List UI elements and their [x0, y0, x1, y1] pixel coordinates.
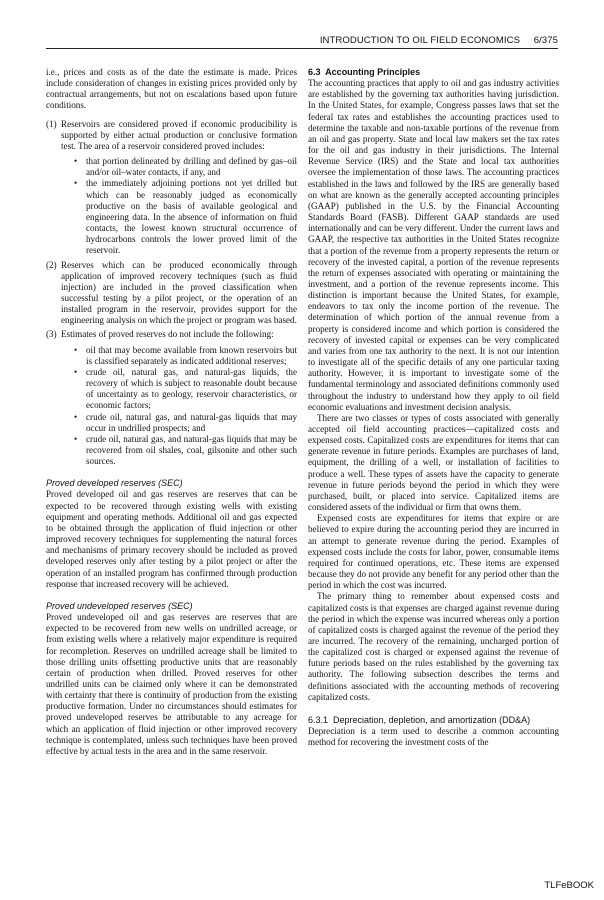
criteria-item-3	[46, 329, 297, 467]
header-rule	[46, 48, 558, 49]
bullet-icon: •	[74, 156, 78, 167]
item-text: Reservoirs are considered proved if economic producibility is supported by either actual production or conclusive formation test. The area of a reservoir considered proved includes:	[61, 118, 297, 151]
criteria-item-1	[46, 119, 297, 257]
accounting-paragraph-2: There are two classes or types of costs associated with generally accepted oil field accounting practices—capitalized costs and expensed costs. Capitalized costs are expenditures for items that can generate revenue in future periods. Examples are purchases of land, equipment, the drilling of a well, or installation of facilities to produce a well. These types of assets have the capacity to generate revenue in future periods beyond the period in which they were purchased, built, or placed into service. Capitalized items are considered assets of the individual or firm that owns them.	[308, 412, 559, 513]
bullet-list	[61, 156, 297, 256]
bullet-list	[61, 345, 297, 468]
bullet-icon: •	[74, 178, 78, 189]
bullet-icon: •	[74, 344, 78, 355]
bullet-item	[61, 412, 297, 434]
footer-watermark: TLFeBOOK	[544, 880, 594, 891]
right-column	[308, 67, 559, 748]
bullet-item	[61, 367, 297, 412]
bullet-text: crude oil, natural gas, and natural-gas liquids that may occur in undrilled prospects; and	[86, 411, 297, 433]
bullet-text: the immediately adjoining portions not yet drilled but which can be reasonably judged as economically productive on the basis of available geological and engineering data. In the absence of information on fluid contacts, the lowest known structural occurrence of hydrocarbons controls the lower proved limit of the reservoir.	[86, 178, 297, 256]
ddanda-paragraph: Depreciation is a term used to describe a common accounting method for recovering the investment costs of the	[308, 726, 559, 748]
header-title-and-page: INTRODUCTION TO OIL FIELD ECONOMICS 6/375	[319, 35, 558, 46]
undeveloped-reserves-paragraph: Proved undeveloped oil and gas reserves are reserves that are expected to be recovered from new wells on undrilled acreage, or from existing wells where a relatively major expenditure is required for recompletion. Reserves on undrilled acreage shall be limited to those drilling units offsetting productive units that are reasonably certain of production when drilled. Proved reserves for other undrilled units can be claimed only where it can be demonstrated with certainty that there is continuity of production from the existing productive formation. Under no circumstances should estimates for proved undeveloped reserves be attributable to any acreage for which an application of fluid injection or other improved recovery technique is contemplated, unless such techniques have been proved effective by actual tests in the area and in the same reservoir.	[46, 612, 297, 756]
bullet-item	[61, 434, 297, 467]
bullet-text: oil that may become available from known reservoirs but is classified separately as indicated additional reserves;	[86, 344, 297, 366]
bullet-icon: •	[74, 411, 78, 422]
bullet-text: crude oil, natural gas, and natural-gas liquids that may be recovered from oil shales, coal, gilsonite and other such sources.	[86, 433, 297, 467]
running-header	[46, 33, 558, 49]
developed-reserves-heading: Proved developed reserves (SEC)	[46, 478, 183, 489]
bullet-text: crude oil, natural gas, and natural-gas liquids, the recovery of which is subject to reasonable doubt because of uncertainty as to geology, reservoir characteristics, or economic factors;	[86, 366, 297, 411]
bullet-icon: •	[74, 366, 78, 377]
proved-reserves-criteria-list	[46, 119, 297, 468]
criteria-item-2	[46, 260, 297, 327]
intro-paragraph: i.e., prices and costs as of the date the estimate is made. Prices include consideration of changes in existing prices provided only by contractual arrangements, but not on escalations based upon future conditions.	[46, 67, 297, 111]
bullet-icon: •	[74, 433, 78, 444]
bullet-text: that portion delineated by drilling and defined by gas–oil and/or oil–water contacts, if any, and	[86, 156, 297, 178]
accounting-paragraph-3: Expensed costs are expenditures for items that expire or are believed to expire during the accounting period they are incurred in an attempt to generate revenue during the period. Examples of expensed costs include the costs for labor, power, consumable items required for continued operations, etc. These items are expensed because they do not provide any benefit for any period other than the period in which the cost was incurred.	[308, 513, 560, 591]
bullet-item	[61, 345, 297, 367]
bullet-item	[61, 156, 297, 178]
bullet-item	[61, 178, 297, 256]
item-text: Reserves which can be produced economically through application of improved recovery techniques (such as fluid injection) are included in the proved classification when successful testing by a pilot project, or the operation of an installed program in the reservoir, provides support for the engineering analysis on which the project or program was based.	[61, 259, 297, 326]
developed-reserves-paragraph: Proved developed oil and gas reserves are reserves that can be expected to be recovered through existing wells with existing equipment and operating methods. Additional oil and gas expected to be obtained through the application of fluid injection or other improved recovery techniques for supplementing the natural forces and mechanisms of primary recovery should be included as proved developed reserves only after testing by a pilot project or after the operation of an installed program has confirmed through production response that increased recovery will be achieved.	[46, 489, 297, 589]
item-number: (1)	[46, 118, 57, 129]
accounting-paragraph-4: The primary thing to remember about expensed costs and capitalized costs is that expenses are charged against revenue during the period in which the expense was incurred whereas only a portion of capitalized costs is charged against the revenue of the period they are incurred. The recovery of the remaining, uncharged portion of the capitalized cost is charged or expensed against the revenue of future periods based on the rules established by the governing tax authority. The following subsection describes the terms and definitions associated with the accounting methods of recovering capitalized costs.	[308, 591, 559, 702]
item-number: (2)	[46, 259, 57, 270]
item-text: Estimates of proved reserves do not include the following:	[61, 329, 274, 340]
undeveloped-reserves-heading: Proved undeveloped reserves (SEC)	[46, 600, 193, 611]
section-heading: 6.3 Accounting Principles	[308, 67, 421, 77]
accounting-paragraph-1: The accounting practices that apply to oil and gas industry activities are established by the governing tax authorities having jurisdiction. In the United States, for example, Congress passes laws that set the federal tax rates and establishes the accounting practices used to determine the taxable and non-taxable portions of the revenue from an oil and gas property. State and local law makers set the tax rates for the oil and gas industry in their jurisdictions. The Internal Revenue Service (IRS) and the State and local tax authorities oversee the implementation of those laws. The accounting practices established in the laws and followed by the IRS are generally based on what are known as the generally accepted accounting principles (GAAP) published in the U.S. by the Financial Accounting Standards Board (FASB). Different GAAP standards are used internationally and can be very different. Under the current laws and GAAP, the respective tax authorities in the United States recognize that a portion of the revenue from a property represents the return or recovery of the invested capital, a portion of the revenue represents the return of expenses associated with operating or maintaining the investment, and a portion of the revenue represents income. This distinction is important because the United States, for example, endeavors to tax only the income portion of the revenue. The determination of which portion of the annual revenue from a property is considered income and which portion is considered the recovery of invested capital or expenses can be very complicated and varies from one tax authority to the next. It is not our intention to investigate all of the specific details of any one particular taxing authority. However, it is important to investigate some of the fundamental terminology and associated definitions commonly used throughout the industry to understand how they apply to oil field economic evaluations and investment decision analysis.	[308, 78, 559, 412]
left-column	[46, 67, 297, 757]
subsection-heading: 6.3.1 Depreciation, depletion, and amortization (DD&A)	[308, 714, 531, 725]
item-number: (3)	[46, 329, 57, 340]
